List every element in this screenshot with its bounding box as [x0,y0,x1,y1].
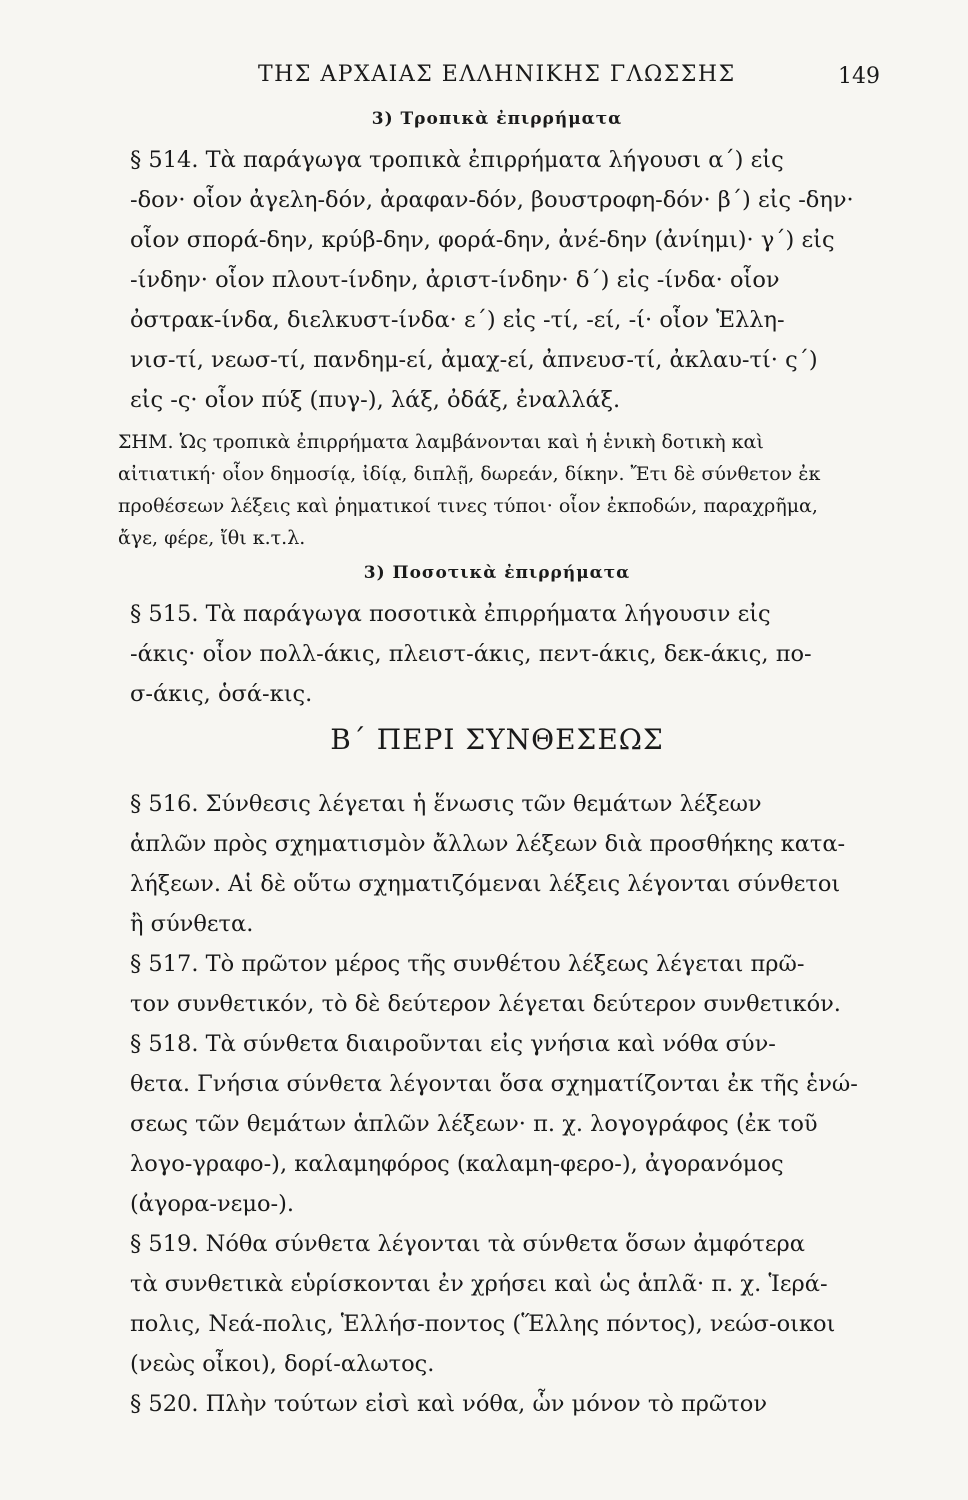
text-line: λογο-γραφο-), καλαμηφόρος (καλαμη-φερο-), ἀγορανόμος [130,1151,784,1177]
text-line: ὀστρακ-ίνδα, διελκυστ-ίνδα· ε΄) εἰς -τί, -εί, -ί· οἷον Ἑλλη- [130,307,785,333]
text-line: εἰς -ς· οἷον πύξ (πυγ-), λάξ, ὀδάξ, ἐναλλάξ. [130,387,621,413]
text-line: ἄγε, φέρε, ἴθι κ.τ.λ. [118,527,306,549]
paragraph-519 [118,1224,876,1384]
text-line: τον συνθετικόν, τὸ δὲ δεύτερον λέγεται δεύτερον συνθετικόν. [130,991,841,1017]
page-header [120,58,880,94]
text-line: § 516. Σύνθεσις λέγεται ἡ ἕνωσις τῶν θεμάτων λέξεων [130,791,762,817]
section-heading-tropika: 3) Τροπικὰ ἐπιρρήματα [371,109,623,129]
page-number: 149 [838,64,880,89]
text-line: τὰ συνθετικὰ εὑρίσκονται ἐν χρήσει καὶ ὡς ἁπλᾶ· π. χ. Ἱερά- [130,1271,828,1297]
text-line: -άκις· οἷον πολλ-άκις, πλειστ-άκις, πεντ-άκις, δεκ-άκις, πο- [130,641,812,667]
chapter-title: Β΄ ΠΕΡΙ ΣΥΝΘΕΣΕΩΣ [330,723,664,756]
page-body [118,102,876,1424]
text-line: § 520. Πλὴν τούτων εἰσὶ καὶ νόθα, ὧν μόνον τὸ πρῶτον [130,1391,768,1417]
paragraph-515 [118,594,876,714]
text-line: § 517. Τὸ πρῶτον μέρος τῆς συνθέτου λέξεως λέγεται πρῶ- [130,951,805,977]
text-line: § 519. Νόθα σύνθετα λέγονται τὰ σύνθετα ὅσων ἀμφότερα [130,1231,805,1257]
paragraph-520 [118,1384,876,1424]
text-line: ἢ σύνθετα. [130,911,254,937]
text-line: ἁπλῶν πρὸς σχηματισμὸν ἄλλων λέξεων διὰ προσθήκης κατα- [130,831,846,857]
paragraph-518 [118,1024,876,1224]
text-line: § 518. Τὰ σύνθετα διαιροῦνται εἰς γνήσια καὶ νόθα σύν- [130,1031,776,1057]
note-paragraph [118,426,876,554]
text-line: (νεὼς οἶκοι), δορί-αλωτος. [130,1351,435,1377]
text-line: αἰτιατική· οἷον δημοσίᾳ, ἰδίᾳ, διπλῇ, δωρεάν, δίκην. Ἔτι δὲ σύνθετον ἐκ [118,463,821,485]
text-line: ΣΗΜ. Ὡς τροπικὰ ἐπιρρήματα λαμβάνονται καὶ ἡ ἑνικὴ δοτικὴ καὶ [118,431,764,453]
text-line: λήξεων. Αἱ δὲ οὕτω σχηματιζόμεναι λέξεις λέγονται σύνθετοι [130,871,841,897]
text-line: § 515. Τὰ παράγωγα ποσοτικὰ ἐπιρρήματα λήγουσιν εἰς [130,601,771,627]
section-heading-posotika: 3) Ποσοτικὰ ἐπιρρήματα [363,563,631,583]
text-line: σ-άκις, ὁσά-κις. [130,681,313,707]
text-line: -ίνδην· οἷον πλουτ-ίνδην, ἀριστ-ίνδην· δ΄) εἰς -ίνδα· οἷον [130,267,780,293]
paragraph-516 [118,784,876,944]
text-line: § 514. Τὰ παράγωγα τροπικὰ ἐπιρρήματα λήγουσι α΄) εἰς [130,147,784,173]
text-line: πολις, Νεά-πολις, Ἑλλήσ-ποντος (Ἕλλης πόντος), νεώσ-οικοι [130,1311,836,1337]
text-line: νισ-τί, νεωσ-τί, πανδημ-εί, ἀμαχ-εί, ἀπνευσ-τί, ἀκλαυ-τί· ς΄) [130,347,818,373]
text-line: σεως τῶν θεμάτων ἁπλῶν λέξεων· π. χ. λογογράφος (ἐκ τοῦ [130,1111,818,1137]
paragraph-517 [118,944,876,1024]
text-line: προθέσεων λέξεις καὶ ῥηματικοί τινες τύποι· οἷον ἐκποδών, παραχρῆμα, [118,495,818,517]
text-line: (ἀγορα-νεμο-). [130,1191,295,1217]
text-line: οἷον σπορά-δην, κρύβ-δην, φορά-δην, ἀνέ-δην (ἀνίημι)· γ΄) εἰς [130,227,835,253]
text-line: -δον· οἷον ἀγελη-δόν, ἀραφαν-δόν, βουστροφη-δόν· β΄) εἰς -δην· [130,187,854,213]
running-title: ΤΗΣ ΑΡΧΑΙΑΣ ΕΛΛΗΝΙΚΗΣ ΓΛΩΣΣΗΣ [258,62,736,87]
text-line: θετα. Γνήσια σύνθετα λέγονται ὅσα σχηματίζονται ἐκ τῆς ἑνώ- [130,1071,858,1097]
paragraph-514 [118,140,876,420]
